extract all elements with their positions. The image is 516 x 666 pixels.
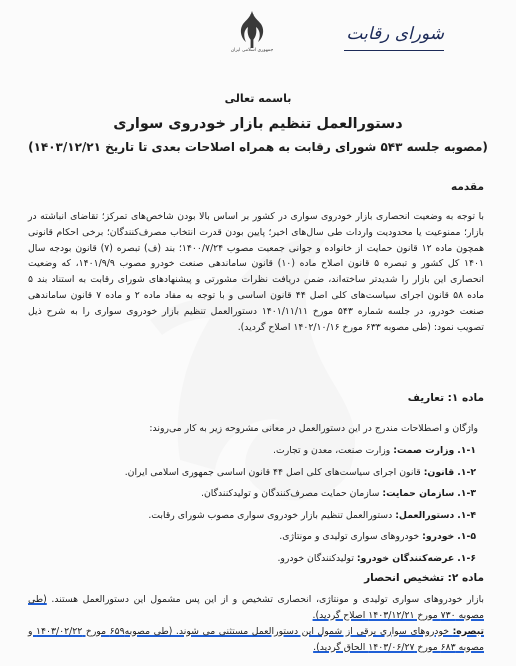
document-title: دستورالعمل تنظیم بازار خودروی سواری [113, 116, 403, 132]
competition-council-logo: شورای رقابت [346, 24, 444, 44]
definition-text: دستورالعمل تنظیم بازار خودروی سواری مصوب شورای رقابت. [148, 509, 393, 521]
definition-item [40, 483, 476, 505]
definitions-intro: واژگان و اصطلاحات مندرج در این دستورالعمل در معانی مشروحه زیر به کار می‌روند: [149, 423, 478, 434]
document-subtitle: (مصوبه جلسه ۵۴۳ شورای رقابت به همراه اصلاحات بعدی تا تاریخ ۱۴۰۳/۱۲/۲۱) [28, 140, 488, 154]
definition-item [40, 440, 476, 462]
definition-number: ۱-۵. [457, 531, 476, 542]
definition-number: ۱-۱. [457, 445, 476, 456]
intro-paragraph: با توجه به وضعیت انحصاری بازار خودروی سواری در کشور بر اساس بالا بودن شاخص‌های تمرکز؛ تقاضای انباشته در بازار؛ ممنوعیت یا محدودیت واردات طی سال‌های اخیر؛ پایین بودن قدرت انتخاب مصرف‌کنندگان؛ برخی احکام قانونی همچون ماده ۱۲ قانون حمایت از خانواده و جوانی جمعیت مصوب ۱۴۰۰/۷/۲۴؛ بند (ف) تبصره (۷) قانون بودجه سال ۱۴۰۱ کل کشور و تبصره ۵ قانون اصلاح ماده (۱۰) قانون ساماندهی صنعت خودرو مصوب ۱۴۰۱/۹/۹، که وضعیت انحصاری این بازار را شدیدتر ساخته‌اند، ضمن دریافت نظرات مشورتی و پیشنهادهای شورای رقابت به استناد بند ۵ ماده ۵۸ قانون اجرای سیاست‌های کلی اصل ۴۴ قانون اساسی و با توجه به مفاد ماده ۲ و ماده ۷ قانون ساماندهی صنعت خودرو، در جلسه شماره ۵۴۳ مورخ ۱۴۰۱/۱۱/۱۱ دستورالعمل تنظیم بازار خودروی سواری را به شرح ذیل تصویب نمود: (طی مصوبه ۶۳۳ مورخ ۱۴۰۲/۱۰/۱۶ اصلاح گردید). [28, 211, 485, 333]
emblem-icon [234, 8, 270, 52]
definition-text: تولیدکنندگان خودرو. [277, 552, 354, 564]
amendment-note: (طی مصوبه ۷۳۰ مورخ ۱۴۰۳/۱۲/۲۱ اصلاح گردید). [28, 594, 484, 621]
definitions-list [40, 440, 476, 569]
note-text: خودروهای سواری برقی از شمول این دستورالعمل مستثنی می شوند. (طی مصوبه۶۵۹ مورخ ۱۴۰۳/۰۲/۲۲ و مصوبه ۶۸۳ مورخ ۱۴۰۳/۰۶/۲۷ الحاق گردید). [28, 626, 484, 653]
definition-number: ۱-۶. [457, 552, 476, 564]
determination-paragraph [28, 592, 484, 656]
definition-item [40, 548, 476, 570]
definition-number: ۱-۲. [457, 466, 476, 478]
intro-heading: مقدمه [451, 181, 484, 193]
definition-text: وزارت صنعت، معدن و تجارت. [273, 445, 391, 456]
definition-item [40, 462, 476, 484]
basmala: باسمه تعالی [224, 92, 292, 105]
definition-term: قانون: [423, 466, 455, 478]
note-label: تبصره: [452, 626, 484, 637]
determination-text: بازار خودروهای سواری تولیدی و مونتاژی، انحصاری تشخیص و از این پس مشمول این دستورالعمل هستند. [51, 594, 484, 605]
determination-heading: ماده ۲: تشخیص انحصار [364, 572, 484, 584]
definitions-heading: ماده ۱: تعاریف [407, 392, 484, 404]
definition-item [40, 526, 476, 548]
definition-text: سازمان حمایت مصرف‌کنندگان و تولیدکنندگان. [200, 488, 380, 499]
definition-text: خودروهای سواری تولیدی و مونتاژی. [279, 531, 420, 542]
definition-item [40, 505, 476, 527]
definition-number: ۱-۴. [457, 509, 476, 521]
definition-term: وزارت صمت: [393, 445, 455, 456]
definition-term: دستورالعمل: [395, 509, 455, 521]
definition-term: عرضه‌کنندگان خودرو: [356, 552, 455, 564]
determination-note [28, 626, 484, 653]
definition-number: ۱-۳. [457, 488, 476, 499]
definition-term: خودرو: [422, 531, 455, 542]
logo-underline [344, 50, 444, 51]
emblem-caption: جمهوری اسلامی ایران [230, 48, 274, 53]
definition-text: قانون اجرای سیاست‌های کلی اصل ۴۴ قانون اساسی جمهوری اسلامی ایران. [124, 466, 421, 478]
definition-term: سازمان حمایت: [382, 488, 455, 499]
